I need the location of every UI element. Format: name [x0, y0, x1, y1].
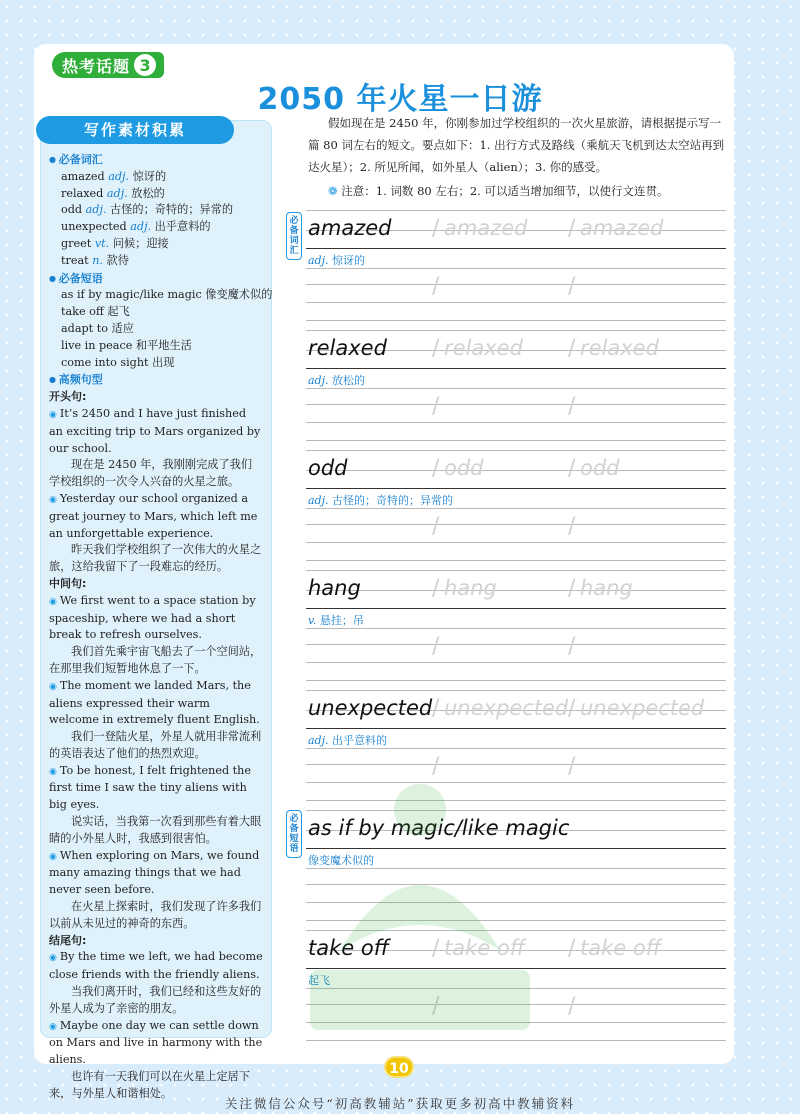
meaning-text: 出乎意料的: [332, 734, 388, 747]
trace-word: amazed: [444, 216, 528, 240]
writing-line: [306, 320, 726, 321]
slash-divider: /: [432, 994, 440, 1019]
slash-divider: /: [432, 696, 440, 721]
writing-line: [306, 542, 726, 543]
vocab-word: amazed: [61, 169, 105, 183]
phrase-item: take off 起飞: [61, 305, 130, 319]
practice-block: [306, 210, 726, 330]
topic-label: 热考话题: [62, 56, 131, 76]
writing-line: [306, 248, 726, 249]
writing-line: [306, 868, 726, 869]
practice-block: [306, 930, 726, 1050]
practice-word: as if by magic/like magic: [308, 816, 570, 840]
sentence-zh: 我们一登陆火星，外星人就用非常流利的英语表达了他们的热烈欢迎。: [49, 730, 262, 760]
sentence-en: ◉ When exploring on Mars, we found many amazing things that we had never seen before.: [49, 848, 263, 899]
writing-line: [306, 628, 726, 629]
sentence-en: ◉ Yesterday our school organized a great journey to Mars, which left me an unforgettable experience.: [49, 491, 263, 542]
trace-word: hang: [444, 576, 497, 600]
vocab-meaning: 惊讶的: [132, 169, 167, 183]
writing-line: [306, 782, 726, 783]
practice-block: [306, 570, 726, 690]
writing-line: [306, 488, 726, 489]
writing-line: [306, 210, 726, 211]
practice-word: take off: [308, 936, 389, 960]
writing-line: [306, 930, 726, 931]
meaning-pos: adj.: [308, 254, 329, 267]
meaning-pos: adj.: [308, 494, 329, 507]
meaning-text: 放松的: [332, 374, 366, 387]
phrases-heading: ● 必备短语: [49, 271, 263, 288]
slash-divider: /: [568, 696, 576, 721]
practice-word: relaxed: [308, 336, 387, 360]
slash-divider: /: [568, 336, 576, 361]
trace-word: amazed: [580, 216, 664, 240]
writing-line: [306, 508, 726, 509]
sentence-zh: 也许有一天我们可以在火星上定居下来，与外星人和谐相处。: [49, 1070, 251, 1100]
practice-meaning: [308, 612, 364, 628]
writing-line: [306, 570, 726, 571]
writing-line: [306, 644, 726, 645]
slash-divider: /: [568, 274, 576, 299]
writing-line: [306, 404, 726, 405]
vocab-pos: adj.: [130, 220, 152, 234]
writing-line: [306, 728, 726, 729]
vocab-word: treat: [61, 253, 89, 267]
writing-line: [306, 524, 726, 525]
sentence-en: ◉ We first went to a space station by spaceship, where we had a short break to refresh ourselves.: [49, 593, 263, 644]
slash-divider: /: [568, 456, 576, 481]
opening-label: 开头句:: [49, 390, 87, 404]
writing-line: [306, 800, 726, 801]
phrase-item: come into sight 出现: [61, 355, 175, 369]
practice-block: [306, 330, 726, 450]
material-sidebar: [40, 120, 273, 1100]
vocab-list: [49, 169, 263, 270]
sentence-en: ◉ The moment we landed Mars, the aliens expressed their warm welcome in extremely fluent English.: [49, 678, 263, 729]
slash-divider: /: [568, 514, 576, 539]
vocab-meaning: 出乎意料的: [154, 220, 211, 234]
topic-badge: [52, 52, 164, 78]
slash-divider: /: [432, 754, 440, 779]
writing-line: [306, 884, 726, 885]
vocab-pos: adj.: [108, 169, 130, 183]
writing-line: [306, 368, 726, 369]
writing-line: [306, 988, 726, 989]
vocab-heading: ● 必备词汇: [49, 152, 263, 169]
practice-meaning: [308, 372, 365, 388]
meaning-text: 像变魔术似的: [308, 854, 374, 867]
phrase-item: adapt to 适应: [61, 321, 134, 335]
writing-line: [306, 330, 726, 331]
slash-divider: /: [568, 576, 576, 601]
writing-line: [306, 450, 726, 451]
sentences-heading: ● 高频句型: [49, 372, 263, 389]
meaning-text: 惊讶的: [332, 254, 366, 267]
ending-sentences: [49, 949, 263, 1102]
trace-word: relaxed: [444, 336, 523, 360]
practice-word: odd: [308, 456, 348, 480]
practice-meaning: [308, 852, 374, 868]
sentence-zh: 当我们离开时，我们已经和这些友好的外星人成为了亲密的朋友。: [49, 985, 262, 1015]
writing-line: [306, 1040, 726, 1041]
practice-block: [306, 810, 726, 930]
vocab-meaning: 放松的: [131, 186, 165, 200]
practice-meaning: [308, 492, 453, 508]
meaning-text: 起飞: [308, 974, 330, 987]
slash-divider: /: [568, 754, 576, 779]
trace-word: relaxed: [580, 336, 659, 360]
vocab-item: [49, 202, 263, 219]
writing-line: [306, 1004, 726, 1005]
phrase-tag: 必备短语: [286, 810, 302, 858]
vocab-pos: vt.: [94, 236, 110, 250]
writing-line: [306, 284, 726, 285]
meaning-pos: adj.: [308, 374, 329, 387]
vocab-meaning: 款待: [106, 253, 129, 267]
opening-sentences: [49, 406, 263, 576]
trace-word: take off: [444, 936, 525, 960]
trace-word: take off: [580, 936, 661, 960]
middle-label: 中间句:: [49, 576, 87, 590]
footer-note: 关注微信公众号“初高教辅站”获取更多初高中教辅资料: [224, 1096, 576, 1111]
sentence-zh: 昨天我们学校组织了一次伟大的火星之旅，这给我留下了一段难忘的经历。: [49, 543, 262, 574]
writing-line: [306, 422, 726, 423]
practice-word: unexpected: [308, 696, 433, 720]
vocab-word: unexpected: [61, 220, 127, 234]
vocab-pos: n.: [92, 253, 103, 267]
phrase-list: [49, 287, 273, 371]
sentence-en: ◉ To be honest, I felt frightened the first time I saw the tiny aliens with big eyes.: [49, 763, 263, 814]
writing-line: [306, 470, 726, 471]
sentence-zh: 说实话，当我第一次看到那些有着大眼睛的小外星人时，我感到很害怕。: [49, 815, 262, 845]
slash-divider: /: [432, 936, 440, 961]
writing-line: [306, 848, 726, 849]
page-title: 2050 年火星一日游: [257, 82, 543, 117]
slash-divider: /: [568, 994, 576, 1019]
writing-line: [306, 302, 726, 303]
sentence-en: ◉ Maybe one day we can settle down on Mars and live in harmony with the aliens.: [49, 1018, 263, 1069]
writing-line: [306, 560, 726, 561]
note-icon: ❁: [328, 184, 338, 198]
trace-word: odd: [580, 456, 620, 480]
writing-line: [306, 968, 726, 969]
vocab-meaning: 问候；迎接: [112, 236, 169, 250]
trace-word: unexpected: [580, 696, 705, 720]
writing-line: [306, 810, 726, 811]
writing-line: [306, 590, 726, 591]
phrase-item: live in peace 和平地生活: [61, 338, 192, 352]
trace-word: hang: [580, 576, 633, 600]
vocab-meaning: 古怪的；奇特的；异常的: [110, 203, 234, 217]
practice-word: hang: [308, 576, 361, 600]
writing-line: [306, 608, 726, 609]
vocab-item: [49, 253, 263, 270]
writing-line: [306, 388, 726, 389]
writing-line: [306, 764, 726, 765]
slash-divider: /: [432, 634, 440, 659]
vocab-item: [49, 186, 263, 203]
writing-line: [306, 680, 726, 681]
writing-notes: [308, 182, 728, 200]
trace-word: unexpected: [444, 696, 569, 720]
notes-text: 注意：1. 词数 80 左右；2. 可以适当增加细节，以使行文连贯。: [341, 184, 669, 198]
vocab-word: greet: [61, 236, 92, 250]
writing-prompt: 假如现在是 2450 年，你刚参加过学校组织的一次火星旅游，请根据提示写一篇 80 词左右的短文。要点如下：1. 出行方式及路线（乘航天飞机到达太空站再到达火星）；2. 所见所闻，如外星人（alien）；3. 你的感受。: [308, 116, 725, 174]
page-number: 10: [384, 1056, 414, 1078]
vocab-tag: 必备词汇: [286, 212, 302, 260]
slash-divider: /: [568, 936, 576, 961]
practice-meaning: [308, 972, 330, 988]
sentence-zh: 现在是 2450 年，我刚刚完成了我们学校组织的一次令人兴奋的火星之旅。: [49, 458, 253, 489]
practice-meaning: [308, 252, 365, 268]
writing-line: [306, 440, 726, 441]
sentence-zh: 我们首先乘宇宙飞船去了一个空间站，在那里我们短暂地休息了一下。: [49, 645, 262, 675]
writing-line: [306, 920, 726, 921]
slash-divider: /: [432, 216, 440, 241]
practice-word: amazed: [308, 216, 392, 240]
meaning-pos: adj.: [308, 734, 329, 747]
writing-line: [306, 268, 726, 269]
middle-sentences: [49, 593, 263, 933]
meaning-text: 悬挂；吊: [319, 614, 364, 627]
slash-divider: /: [432, 274, 440, 299]
slash-divider: /: [432, 456, 440, 481]
slash-divider: /: [432, 514, 440, 539]
practice-block: [306, 690, 726, 810]
slash-divider: /: [432, 576, 440, 601]
slash-divider: /: [432, 336, 440, 361]
vocab-pos: adj.: [85, 203, 107, 217]
meaning-text: 古怪的；奇特的；异常的: [332, 494, 454, 507]
phrase-item: as if by magic/like magic 像变魔术似的: [61, 288, 273, 302]
vocab-item: [49, 219, 263, 236]
vocab-pos: adj.: [106, 186, 128, 200]
vocab-word: relaxed: [61, 186, 104, 200]
writing-line: [306, 662, 726, 663]
topic-number: 3: [134, 54, 156, 76]
slash-divider: /: [432, 394, 440, 419]
vocab-item: [49, 169, 263, 186]
sentence-zh: 在火星上探索时，我们发现了许多我们以前从未见过的神奇的东西。: [49, 900, 262, 930]
meaning-pos: v.: [308, 614, 317, 627]
sidebar-header: 写作素材积累: [36, 116, 234, 144]
practice-meaning: [308, 732, 387, 748]
trace-word: odd: [444, 456, 484, 480]
sentence-en: ◉ It’s 2450 and I have just finished an exciting trip to Mars organized by our school.: [49, 406, 263, 457]
slash-divider: /: [568, 634, 576, 659]
writing-line: [306, 690, 726, 691]
ending-label: 结尾句:: [49, 933, 87, 947]
writing-line: [306, 1022, 726, 1023]
writing-line: [306, 902, 726, 903]
slash-divider: /: [568, 394, 576, 419]
practice-block: [306, 450, 726, 570]
sentence-en: ◉ By the time we left, we had become close friends with the friendly aliens.: [49, 949, 263, 984]
vocab-word: odd: [61, 203, 83, 217]
writing-line: [306, 748, 726, 749]
slash-divider: /: [568, 216, 576, 241]
vocab-item: [49, 236, 263, 253]
